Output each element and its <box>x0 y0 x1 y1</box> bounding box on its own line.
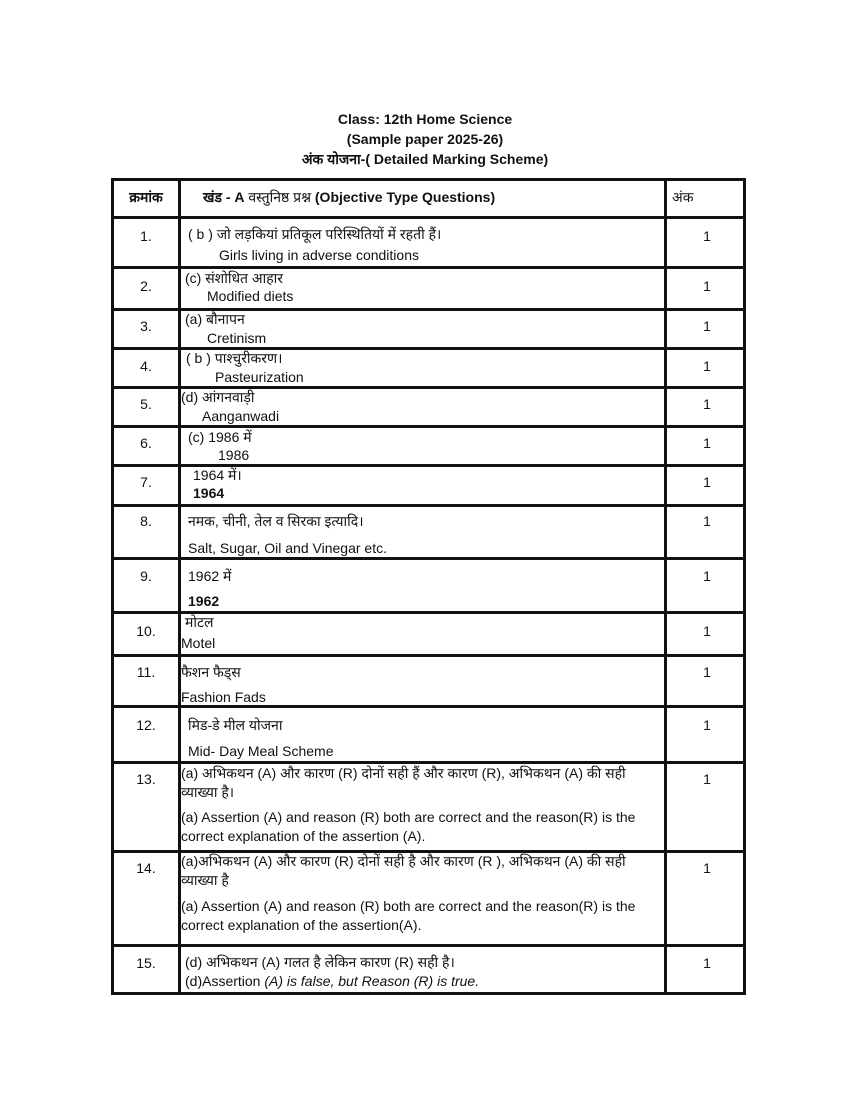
marks-value: 1 <box>703 664 711 680</box>
answer-english: Cretinism <box>207 330 267 346</box>
serial-number: 2. <box>140 278 152 294</box>
answer-hindi: 1962 में <box>188 568 232 584</box>
answer-english: (a) Assertion (A) and reason (R) both are correct and the reason(R) is the correct explanation of the assertion (A). <box>181 809 636 844</box>
answer-hindi: (d) आंगनवाड़ी <box>181 389 255 405</box>
answer-english <box>185 972 479 991</box>
answer-hindi: 1964 में। <box>193 467 242 483</box>
answer-english: Fashion Fads <box>181 689 266 705</box>
marks-value: 1 <box>703 435 711 451</box>
marks-value: 1 <box>703 474 711 490</box>
answer-hindi: (d) अभिकथन (A) गलत है लेकिन कारण (R) सही है। <box>185 954 455 970</box>
serial-number: 13. <box>136 771 156 787</box>
answer-english-italic: (A) is false, but Reason (R) is true. <box>264 973 480 989</box>
table-row-divider <box>111 944 746 947</box>
marking-scheme-title: अंक योजना-( Detailed Marking Scheme) <box>301 151 549 167</box>
answer-hindi: मिड-डे मील योजना <box>188 717 283 733</box>
answer-english: Mid- Day Meal Scheme <box>188 743 334 759</box>
section-english: (Objective Type Questions) <box>314 189 496 205</box>
marks-value: 1 <box>703 955 711 971</box>
answer-english: 1986 <box>218 447 250 463</box>
serial-number: 6. <box>140 435 152 451</box>
serial-number: 5. <box>140 396 152 412</box>
answer-hindi: फैशन फैड्स <box>181 664 241 680</box>
marks-value: 1 <box>703 771 711 787</box>
answer-hindi: (a) अभिकथन (A) और कारण (R) दोनों सही हैं और कारण (R), अभिकथन (A) की सही व्याख्या है। <box>181 765 626 800</box>
sample-paper-title: (Sample paper 2025-26) <box>346 131 504 147</box>
marks-value: 1 <box>703 623 711 639</box>
table-row-divider <box>111 178 746 181</box>
serial-column-header: क्रमांक <box>129 189 163 205</box>
answer-english: Modified diets <box>207 288 294 304</box>
serial-number: 14. <box>136 860 156 876</box>
answer-hindi: नमक, चीनी, तेल व सिरका इत्यादि। <box>188 513 364 529</box>
serial-number: 10. <box>136 623 156 639</box>
marks-value: 1 <box>703 318 711 334</box>
answer-english: (a) Assertion (A) and reason (R) both are correct and the reason(R) is the correct explanation of the assertion(A). <box>181 898 636 933</box>
section-column-header <box>203 188 495 207</box>
serial-number: 3. <box>140 318 152 334</box>
answer-hindi: मोटल <box>185 614 214 630</box>
table-row-divider <box>111 654 746 657</box>
serial-number: 4. <box>140 358 152 374</box>
serial-number: 11. <box>136 664 156 680</box>
answer-english: 1964 <box>193 485 225 501</box>
serial-number: 15. <box>136 955 156 971</box>
answer-english: Motel <box>181 635 216 651</box>
answer-hindi: ( b ) जो लड़कियां प्रतिकूल परिस्थितियों में रहती हैं। <box>188 226 442 242</box>
answer-english: Salt, Sugar, Oil and Vinegar etc. <box>188 540 387 556</box>
section-hindi: वस्तुनिष्ठ प्रश्न <box>244 189 315 205</box>
answer-english: Aanganwadi <box>202 408 280 424</box>
answer-english: 1962 <box>188 593 220 609</box>
answer-english: Girls living in adverse conditions <box>219 247 419 263</box>
class-title: Class: 12th Home Science <box>337 111 513 127</box>
table-row-divider <box>111 216 746 219</box>
table-row-divider <box>111 504 746 507</box>
section-prefix: खंड - A <box>203 189 245 205</box>
answer-english: Pasteurization <box>215 369 304 385</box>
serial-number: 8. <box>140 513 152 529</box>
marks-value: 1 <box>703 513 711 529</box>
serial-number: 9. <box>140 568 152 584</box>
answer-hindi: (a) बौनापन <box>185 311 245 327</box>
answer-hindi: (a)अभिकथन (A) और कारण (R) दोनों सही है और कारण (R ), अभिकथन (A) की सही व्याख्या है <box>181 853 626 888</box>
marks-value: 1 <box>703 717 711 733</box>
answer-hindi: (c) संशोधित आहार <box>185 270 284 286</box>
marks-value: 1 <box>703 358 711 374</box>
marks-value: 1 <box>703 228 711 244</box>
table-row-divider <box>111 992 746 995</box>
marks-value: 1 <box>703 568 711 584</box>
marks-value: 1 <box>703 278 711 294</box>
serial-number: 7. <box>140 474 152 490</box>
answer-hindi: (c) 1986 में <box>188 429 252 445</box>
serial-number: 12. <box>136 717 156 733</box>
answer-english-prefix: (d)Assertion <box>185 973 265 989</box>
marks-column-header: अंक <box>672 189 694 205</box>
serial-number: 1. <box>140 228 152 244</box>
answer-hindi: ( b ) पाश्चुरीकरण। <box>186 350 283 366</box>
marks-value: 1 <box>703 396 711 412</box>
marks-value: 1 <box>703 860 711 876</box>
